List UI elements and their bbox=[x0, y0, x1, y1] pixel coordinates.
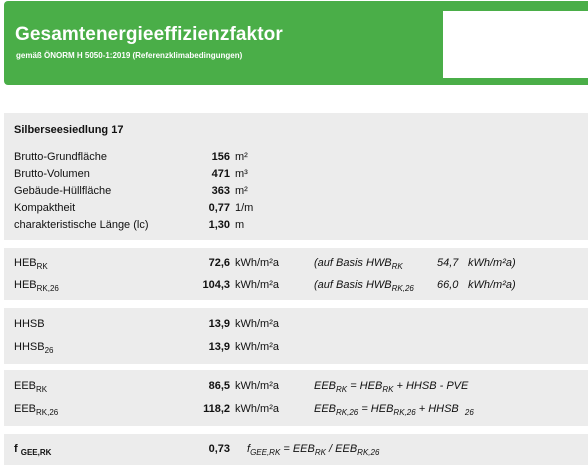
fgee-label: f $_{GEE,RK}$ bbox=[14, 443, 52, 457]
row-unit: m² bbox=[235, 185, 248, 197]
page-title: Gesamtenergieeffizienzfaktor bbox=[15, 24, 283, 45]
hhsb-label: HHSB bbox=[14, 318, 45, 330]
heb-rk26-label: $HEB_{RK,26}$ bbox=[14, 279, 59, 293]
eeb-rk-label: $EEB_{RK}$ bbox=[14, 380, 48, 394]
hhsb26-label: $HHSB_{26}$ bbox=[14, 341, 54, 355]
eeb-rk26-unit: kWh/m²a bbox=[235, 403, 279, 415]
row-label: Kompaktheit bbox=[14, 202, 76, 214]
logo-placeholder bbox=[443, 11, 588, 78]
row-value: 0,77 bbox=[208, 202, 230, 214]
heb-rk-note-value: 54,7 bbox=[437, 257, 459, 269]
row-label: Brutto-Grundfläche bbox=[14, 151, 107, 163]
hhsb-panel bbox=[4, 308, 588, 364]
eeb-rk-value: 86,5 bbox=[208, 380, 230, 392]
heb-rk-note-unit: kWh/m²a) bbox=[468, 257, 516, 269]
eeb-rk-unit: kWh/m²a bbox=[235, 380, 279, 392]
fgee-formula: $f_{GEE,RK} = EEB_{RK} / EEB_{RK,26}$ bbox=[247, 443, 380, 457]
eeb-rk26-value: 118,2 bbox=[203, 403, 230, 415]
hhsb-value: 13,9 bbox=[208, 318, 230, 330]
row-unit: 1/m bbox=[235, 202, 254, 214]
hhsb-unit: kWh/m²a bbox=[235, 318, 279, 330]
row-unit: m bbox=[235, 219, 245, 231]
heb-rk26-note-unit: kWh/m²a) bbox=[468, 279, 516, 291]
heb-rk26-unit: kWh/m²a bbox=[235, 279, 279, 291]
eeb-rk26-formula: $EEB_{RK,26} = HEB_{RK,26}$ + HHSB $_{26}$ bbox=[314, 403, 474, 417]
heb-rk-value: 72,6 bbox=[208, 257, 230, 269]
heb-rk26-note-value: 66,0 bbox=[437, 279, 459, 291]
building-name: Silberseesiedlung 17 bbox=[14, 124, 124, 136]
heb-rk-unit: kWh/m²a bbox=[235, 257, 279, 269]
heb-panel bbox=[4, 248, 588, 300]
heb-rk26-note: (auf Basis $HWB_{RK,26}$ bbox=[314, 279, 414, 293]
row-label: Brutto-Volumen bbox=[14, 168, 90, 180]
fgee-panel bbox=[4, 434, 588, 465]
eeb-rk26-label: $EEB_{RK,26}$ bbox=[14, 403, 59, 417]
heb-rk26-value: 104,3 bbox=[202, 279, 230, 291]
row-label: charakteristische Länge (lc) bbox=[14, 219, 149, 231]
heb-rk-label: $HEB_{RK}$ bbox=[14, 257, 48, 271]
header-banner bbox=[4, 1, 588, 85]
eeb-panel bbox=[4, 370, 588, 426]
page-subtitle: gemäß ÖNORM H 5050-1:2019 (Referenzklimabedingungen) bbox=[16, 51, 243, 60]
fgee-value: 0,73 bbox=[208, 443, 230, 455]
building-panel bbox=[4, 113, 588, 240]
hhsb26-unit: kWh/m²a bbox=[235, 341, 279, 353]
row-value: 1,30 bbox=[208, 219, 230, 231]
row-value: 363 bbox=[211, 185, 230, 197]
eeb-rk-formula: $EEB_{RK} = HEB_{RK}$ + HHSB - PVE bbox=[314, 380, 469, 394]
row-unit: m² bbox=[235, 151, 248, 163]
hhsb26-value: 13,9 bbox=[208, 341, 230, 353]
row-value: 156 bbox=[211, 151, 230, 163]
heb-rk-note: (auf Basis $HWB_{RK}$ bbox=[314, 257, 403, 271]
row-unit: m³ bbox=[235, 168, 248, 180]
row-value: 471 bbox=[211, 168, 230, 180]
row-label: Gebäude-Hüllfläche bbox=[14, 185, 112, 197]
